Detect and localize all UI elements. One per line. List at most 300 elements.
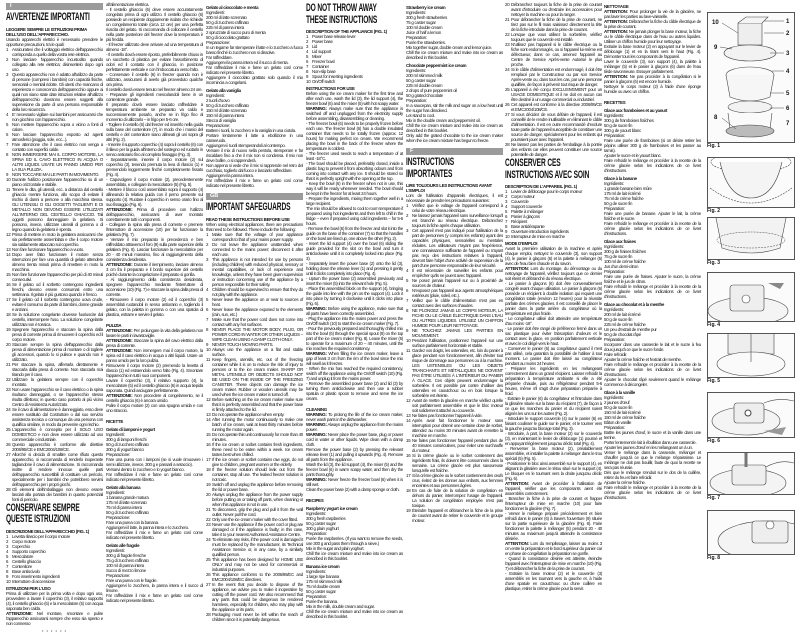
paragraph: - Préparer les ingrédients en les mélangeant correctement dans un grand récipient. Laisser refroidir la préparation à température ambiante si elle a été préparée chaude, puis au réfrigérateur pendant 5-6 heures, même s'il s'agit d'une préparation préparée à froid.	[505, 366, 602, 396]
paragraph: 225 ml de crème fraîche	[604, 322, 646, 327]
paragraph: Jus d'un demi-citron	[604, 264, 639, 269]
list-number: 24	[206, 536, 211, 542]
list-text: Corps moteur	[511, 194, 535, 199]
list-number: 11	[206, 356, 211, 362]
list-text: If the ice cream or sorbet contains raw eggs, do not give to children, pregnant women or the elderly.	[212, 456, 303, 467]
list-number: 14	[6, 251, 11, 257]
paragraph: Ajouter le chocolat râpé seulement quand le mélange commence à décongeler.	[604, 377, 701, 387]
section-heading: READ THESE INSTRUCTIONS BEFORE USE	[206, 216, 290, 222]
paragraph: Pulire il corpo motore (2) con una spugna umida e con uno straccio.	[106, 403, 203, 413]
list-number: 22	[206, 516, 211, 522]
paragraph: - Preparare gli ingredienti mescolandoli bene in un contenitore grande.	[106, 92, 203, 102]
list-number: 24	[505, 67, 510, 72]
list-text: Si la crème glacée ou le sorbet contiennent des œufs crus, évitez de les donner aux enfants, aux femmes enceintes et aux personnes âgées.	[412, 473, 503, 488]
list-text: Fare attenzione che il cavo elettrico non venga a contatto con superfici calde.	[12, 141, 103, 152]
list-text: Avant de mettre la glacière en marche vérifiez qu'elle soit parfaitement assemblée et que le bloc moteur soit solidement attaché au couvercle.	[412, 398, 503, 413]
list-item	[406, 338, 503, 348]
warning-text: Before using the appliance, make sure that all parts have been correctly assembled.	[306, 306, 403, 316]
list-number: 25	[6, 426, 11, 432]
paragraph: 50 g caster sugar	[406, 78, 436, 83]
paragraph: 75 g di zucchero raffinato	[106, 558, 149, 563]
paragraph: 2 spruzzate di succo puro di menta	[206, 30, 266, 35]
list-text: Before switching on the ice cream maker make sure that it is perfectly assembled and that the power base is firmly attached to the lid.	[212, 396, 303, 412]
list-number: 7	[6, 563, 9, 569]
warning-label: ATTENTION:	[505, 541, 529, 546]
list-text: Récipient	[511, 219, 528, 224]
warning-label: WARNING:	[306, 422, 327, 427]
list-number: 8	[6, 568, 9, 574]
list-item	[206, 507, 303, 517]
list-number: 10	[206, 346, 211, 352]
list-text: Spout for inserting ingredients	[312, 74, 363, 79]
warning-label: WARNING:	[306, 432, 327, 437]
paragraph: - Il cestello dovrà essere riposto, preferibilmente chiuso in un sacchetto di plastica per evitare l'assorbimento di odori ed il contatto con il ghiaccio, in posizione perfettamente verticale e con l'imboccatura verso l'alto.	[106, 52, 203, 72]
paragraph: - Al raggiungimento della consistenza desiderata, spegnere l'apparecchio mediante l'interruttore di accensione (10) (Fig. 7) e staccare la spina dalla presa di corrente.	[106, 277, 203, 297]
list-text: Questo apparecchio non è adatto all'utilizzo da parte di persone (compresi i bambini) con capacità fisiche, sensoriali o mentali ridotte. Gli utenti che mancano di esperienza e conoscenza dell'apparecchio oppure ai quali non siano state date istruzioni relative all'utilizzo dell'apparecchio dovranno essere soggetti alla supervisione da parte di una persona responsabile della loro sicurezza.	[12, 71, 103, 112]
list-number: 8	[505, 224, 508, 229]
paragraph: 75 ml double cream	[306, 584, 341, 589]
paragraph: Ingredienti:	[106, 432, 125, 437]
paragraph: Ajouter le sucre et le yaourt blanc.	[604, 153, 662, 158]
list-text: Keep fingers, utensils, etc. out of the freezing container while it is on to reduce the risk of injury to persons or to the ice cream maker. SHARP OR METAL UTENSILS OR OBJECTS SHOULD NOT BE USED ON THE INSIDE OF THE FREEZING CANISTER. These objects can damage the ice cream maker. Rubber or wooden utensils may be used when the ice cream maker is turned off.	[212, 356, 303, 397]
warning-paragraph	[306, 306, 403, 316]
list-text: Make sure that the power cord does not come into contact with any hot surfaces.	[212, 316, 303, 327]
paragraph: Preparation:	[306, 531, 327, 536]
warning-label: WARNING:	[306, 477, 327, 482]
list-text: Levetta rilascio per il corpo motore	[12, 533, 71, 539]
figure-caption: Fig. 2	[707, 208, 721, 214]
figure-illustration	[707, 510, 795, 555]
paragraph: - Rimuovere il corpo motore (2) ed il coperchio (3) assemblati ruotandoli in senso antiorario e, togliendo il gelato, con la paletta in gomma o con una spatola di plastica, estrarre e servire il gelato.	[106, 297, 203, 317]
list-text: NEVER TOUCH MOVING PARTS.	[212, 341, 274, 347]
paragraph: Versarvi dentro lo zucchero e lo yogurt bianco.	[106, 467, 185, 472]
recipe-title: Glace à la banane	[604, 176, 637, 181]
list-text: Packaging must never be left within the reach of children since it is potentially dangerous.	[212, 611, 303, 622]
paragraph: Aggiungervi il latte, la panna intera e lo zucchero.	[106, 525, 189, 530]
paragraph: Preparazione:	[106, 515, 131, 520]
list-number: 10	[6, 578, 11, 584]
list-number: 1	[6, 533, 9, 539]
paragraph: 50 g de sucre fin	[604, 405, 633, 410]
list-number: 16	[206, 441, 211, 447]
paragraph: 50 g de chocolat râpé	[604, 332, 641, 337]
paragraph: 300 g di yogurt bianco	[106, 447, 144, 452]
recipe-title: Raspberry yogurt ice cream	[306, 506, 358, 511]
warning-paragraph	[505, 266, 602, 281]
list-item	[6, 72, 103, 112]
paragraph: 200 ml di latte scremato	[206, 15, 247, 20]
figure-caption: Fig. 6	[707, 438, 721, 444]
paragraph: Mix in the milk, double cream and sugar.	[306, 604, 375, 609]
paragraph: all'alimentazione elettrica.	[106, 2, 150, 7]
paragraph: Clean the power base (2) with a damp sponge or cloth.	[306, 487, 400, 492]
list-text: Gli elementi dell'imballaggio non devono essere lasciati alla portata dei bambini in quanto potenziali fonti di pericolo.	[12, 486, 103, 502]
list-number: 17	[6, 296, 11, 302]
paragraph: Far raffreddare il mix e farne un gelato così come indicato nel presente libretto.	[106, 593, 203, 603]
list-number: 26	[6, 441, 11, 447]
list-text: This appliance is not intended for use by persons (including children) with reduced physical, sensory or mental capabilities, or lack of experience and knowledge, unless they have been given supervision or instruction concerning use of the appliance by a person responsible for their safety.	[212, 256, 303, 287]
list-number: 3	[206, 256, 209, 262]
paragraph: - When the mix has reached the required consistency, switch off the appliance using the On/Off switch (10) (Fig. 7) and unplug it from the mains power.	[306, 366, 403, 381]
paragraph: 75 g caster sugar	[406, 20, 436, 25]
paragraph: 50 g di cioccolato grattato	[206, 35, 250, 40]
paragraph: - The bowl should be placed, preferably closed, inside a plastic bag to prevent it from absorbing odours and from coming into contact with any ice. It should be stored so that it is perfectly upright with the opening at the top.	[306, 161, 403, 181]
paragraph: Fare una purea con la banana.	[106, 520, 159, 525]
spacer	[106, 413, 203, 417]
spacer	[306, 401, 403, 405]
section-title: INSTRUCTIONS IMPORTANTES	[406, 156, 455, 180]
warning-paragraph	[604, 74, 701, 84]
paragraph: Preparation:	[406, 98, 427, 103]
list-text: Questo apparecchio è conforme alle direttive 2006/95/CE e EMC2004/108/CE.	[12, 441, 103, 452]
section-heading: CLEANING	[306, 407, 327, 412]
paragraph: 100 ml de crème fraîche	[604, 259, 646, 264]
list-item	[206, 537, 303, 557]
paragraph: 50 g de sucre fin	[604, 317, 633, 322]
recipe-title: Glace aux fraises	[604, 239, 636, 244]
list-number: 5	[206, 296, 209, 302]
list-text: On/Off switch	[312, 79, 336, 84]
paragraph: Succo di mezzo limone	[106, 568, 146, 573]
list-item	[206, 432, 303, 442]
list-number: 16	[406, 453, 411, 458]
paragraph: Ingrédients:	[604, 395, 624, 400]
paragraph: Ingredients:	[406, 10, 426, 15]
paragraph: Préparation:	[604, 206, 625, 211]
list-number: 11	[406, 348, 411, 353]
list-number: 1	[306, 34, 309, 39]
list-text: Corpo motore	[12, 538, 36, 544]
warning-paragraph	[106, 393, 203, 403]
warning-label: ATTENZIONE:	[106, 328, 133, 333]
paragraph: Juice of half a lemon	[406, 30, 442, 35]
paragraph: Before using the ice cream maker for the first time and after each use, wash the lid (3), the lid support (4), the freezer bowl (6) and the mixer (5) with hot soapy water.	[306, 91, 403, 106]
list-text: Si le câble d'alimentation est endommagé, il doit être remplacé par le Constructeur ou par son Service Après-vente ou, dans tous les cas, par une personne qualifiée, de façon à prévenir tout risque de danger.	[511, 67, 602, 87]
figure-6	[707, 392, 795, 445]
list-item	[6, 327, 103, 342]
list-item	[206, 297, 303, 307]
paragraph: Préparation:	[604, 269, 625, 274]
paragraph: - Brancher la fiche à la prise de courant et frapper l'interrupteur de mise en marche (10) pour faire fonctionner la glacière (Fig. 7).	[505, 496, 602, 511]
list-item	[406, 418, 503, 438]
warning-text: Ne jamais plonger la base moteur, la fiche ou le câble électrique dans de l'eau ou autres liquides. Utiliser un chiffon humide pour leur nettoyage.	[604, 29, 701, 44]
paragraph: 100 ml di panna intera	[106, 563, 144, 568]
paragraph: 300 g di fragole fresche	[106, 553, 146, 558]
list-number: 5	[406, 278, 409, 283]
figure-caption: Fig. 7	[707, 495, 721, 501]
figure-illustration	[707, 452, 795, 495]
paragraph: Aggiungere il cioccolato grattato solo quando il mix incomincia a congelarsi.	[206, 75, 303, 85]
paragraph: Chill the ice cream mixture and make into ice cream as described in this booklet.	[406, 50, 503, 60]
list-item	[206, 347, 303, 357]
list-text: Utilizzare la gelatiera sempre con il coperchio montato.	[12, 376, 103, 387]
list-item	[406, 438, 503, 453]
list-text: Coperchio	[12, 543, 30, 549]
section-heading: NETTOYAGE	[604, 4, 629, 9]
list-item	[6, 57, 103, 72]
paragraph: Aggiungervi la panna intera ed il succo di menta.	[206, 60, 289, 65]
paragraph: Préparation:	[604, 133, 625, 138]
list-item	[6, 427, 103, 442]
paragraph: - Inserire il supporto coperchio (4) sopra il cestello (6) con il rilievo per la guida all'interno del sostegno ed ruotarlo in senso antiorario fino al completo fissaggio (Fig. 3).	[106, 142, 203, 157]
list-item	[406, 268, 503, 278]
list-number: 6	[306, 59, 309, 64]
list-number: 23	[6, 386, 11, 392]
list-number: 9	[6, 573, 9, 579]
list-text: Non fare funzionare l'apparecchio per più di 40 minuti consecutivi.	[12, 271, 103, 282]
list-item	[505, 87, 602, 102]
paragraph: 50 g grated chocolate	[406, 93, 443, 98]
list-item	[6, 112, 103, 122]
section-heading: DESCRIZIONE DELL'APPARECCHIO (FIG. 1)	[6, 528, 89, 534]
paragraph: - Plug the appliance into the mains power and press the On/Off switch (10) to start the ice cream maker (Fig. 7).	[306, 316, 403, 326]
paragraph: - Introduire, à part, la base moteur (2) sur le couvercle (3), en maintenant le levier de déblocage (1) poussé et en appuyant légèrement jusqu'au déclic total (Fig. 4).	[505, 431, 602, 446]
list-text: Foro inserimento ingredienti	[12, 573, 60, 579]
list-text: Non-slip base	[312, 69, 336, 74]
paragraph: Dès que le mélange s'enduit sur le dos de la cuillère, retirer du feu et faire refroidir.	[604, 470, 701, 480]
paragraph: 100 ml double cream	[406, 25, 443, 30]
list-number: 6	[505, 214, 508, 219]
warning-paragraph	[106, 328, 203, 338]
warning-label: ATTENTION:	[505, 266, 529, 271]
paragraph: Ajouter la crème fraîche.	[604, 480, 646, 485]
list-number: 3	[406, 228, 409, 233]
paragraph: - Mettere il blocco così assemblato sopra il supporto (4) allineando la relativa guida con il perno presente sul supporto (4). Ruotare il coperchio in senso orario fino al suo fissaggio (Fig. 6).	[106, 187, 203, 207]
list-text: Tenere le dita, gli utensili, ecc. a distanza dal cestello ghiaccio mentre funziona, allo scopo di evitare il rischio di danni a persone o alla macchina stessa. GLI UTENSILI O GLI OGGETTI TAGLIENTI E DI METALLO NON DEVONO ESSERE UTILIZZATI ALL'INTERNO DEL CESTELLO GHIACCIO. Tali oggetti possono danneggiare la gelatiera. Si possono, invece, utilizzare utensili di gomma o di legno quando la gelatiera è spenta.	[12, 186, 103, 232]
figure-2	[707, 157, 795, 215]
warning-label: WARNING:	[306, 106, 327, 111]
list-text: Cet appareil est conforme à la directive 2006/95/CE et EMC2004/108/CE.	[511, 102, 602, 112]
list-text: Supporto coperchio	[12, 548, 46, 554]
list-item	[206, 612, 303, 622]
warning-label: ATTENZIONE:	[106, 207, 133, 212]
list-number: 18	[406, 488, 411, 493]
paragraph: 150 ml di latte scremato	[206, 108, 247, 113]
paragraph: Wash the lid (3), the lid support (4), the mixer (5) and the freezer bowl (6) in warm soapy water, and then dry the parts thoroughly.	[306, 462, 403, 477]
list-text: En cas de fuite de la solution de congélation en dehors du panier, interrompez l'usage de l'appareil. La solution de congélation employée n'est pas toxique.	[412, 488, 503, 508]
list-text: Non fare funzionare l'apparecchio a vuoto.	[12, 246, 84, 252]
paragraph: 1 grande banane bien mûre	[604, 186, 652, 191]
list-number: 2	[206, 241, 209, 247]
paragraph: - Pour the previously prepared and thoroughly chilled mix into the bowl (6) through the special spout (9) on the top part of the ice cream maker (Fig. 8). Leave the mixer (5) to operate for a maximum of 20 – 40 minutes, until the mix reaches the required consistency.	[306, 326, 403, 351]
list-number: 4	[306, 49, 309, 54]
section-title: DO NOT THROW AWAY THESE INSTRUCTIONS	[306, 2, 378, 26]
list-number: 6	[6, 558, 9, 564]
warning-label: ATTENTION:	[604, 9, 628, 14]
paragraph: 2 tuorli d'uovo	[206, 98, 230, 103]
list-item	[6, 362, 103, 377]
paragraph: Ingrédients:	[604, 113, 624, 118]
warning-text: Lors du remplissage, laisser au moins 3 cm entre la préparation et le bord supérieur du panier car en phase de congélation la préparation se gonfle.	[505, 541, 602, 556]
warning-label: ATTENZIONE:	[6, 610, 33, 616]
list-number: 12	[6, 231, 11, 237]
paragraph: Faire une purée de fraises. Ajouter le sucre, la crème fraîche et le jus de citron.	[604, 274, 701, 284]
list-text: Interrupteur de mise en marche	[511, 234, 565, 239]
paragraph: 75 g de sucre fin	[604, 254, 633, 259]
list-item	[6, 297, 103, 312]
list-number: 8	[6, 151, 9, 157]
section-heading: RECETTES	[604, 100, 626, 105]
list-item	[505, 17, 602, 32]
list-text: Spegnere l'apparecchio e staccare la spina dalla presa di corrente prima di rimuovere il coperchio ed il corpo motore.	[12, 326, 103, 342]
recipe-title: Gelato alla banana	[106, 485, 141, 490]
list-text: After running the motor continuously to make one batch of ice cream, wait at least thirty minutes before running the motor again.	[212, 416, 303, 432]
paragraph: 300 g fresh raspberries	[306, 516, 346, 521]
list-number: 19	[406, 508, 411, 513]
list-number: 1	[6, 46, 9, 52]
paragraph: - Prepare the ingredients, mixing them together well in a large recipient.	[306, 196, 403, 206]
paragraph: Faire refroidir le mélange et procéder à la recette de la crème glacée selon les indications de ce livret d'instructions.	[604, 158, 701, 173]
paragraph: In a saucepan, stir the milk and sugar on a low heat until the sugar has dissolved.	[406, 103, 503, 113]
fig1-label-3: 3	[786, 51, 790, 57]
recipe-title: Glace à la vanille	[604, 390, 635, 395]
section-heading: LIRE TOUJOURS LES INSTRUCTIONS AVANT L'EMPLOI	[406, 183, 492, 193]
list-number: 20	[6, 341, 11, 347]
warning-label: ATTENTION:	[604, 19, 628, 24]
paragraph: Preparazione:	[206, 123, 231, 128]
paragraph: Far raffreddare il mix e farne un gelato così come indicato nel presente libretto.	[106, 472, 203, 482]
paragraph: Chill the ice cream mixture and make into ice cream as described in this booklet.	[306, 609, 403, 619]
warning-text: Lors du montage, du démontage ou du nettoyage de l'appareil, vérifiez toujours que ce dernier soit éteint et débranché du réseau électrique.	[505, 266, 602, 281]
list-text: Ne faites pas fonctionner l'appareil à vide.	[412, 413, 483, 418]
paragraph: - Le panier doit être rangé de préférence fermé dans un sac plastique pour éviter l'absorption d'odeurs et le contact avec la glace, en position parfaitement verticale et avec le col dirigé vers le haut.	[505, 326, 602, 346]
paragraph: Preparazione:	[206, 40, 231, 45]
figure-caption: Fig. 8	[707, 555, 721, 561]
list-text: Contenitore	[12, 563, 32, 569]
paragraph: Fare una purea con le fragole.	[106, 578, 158, 583]
paragraph: Préparation:	[604, 337, 625, 342]
spacer	[406, 143, 503, 147]
paragraph: 150 ml de crème fraîche	[604, 415, 646, 420]
list-item	[206, 442, 303, 457]
list-item	[206, 522, 303, 537]
list-item	[406, 278, 503, 288]
list-number: 2	[6, 56, 9, 62]
paragraph: 175 ml de lait écrémé	[604, 191, 641, 196]
list-item	[6, 579, 103, 584]
list-text: Couvercle	[511, 199, 529, 204]
list-item	[6, 387, 103, 407]
fig1-label-4: 4	[786, 69, 790, 75]
paragraph: 150 ml di panna intera	[206, 113, 244, 118]
list-text: This appliance conforms to the 2006/95/EC and EMC2004/108/EC directives.	[212, 571, 303, 582]
paragraph: - Le panier à glaçons (6) doit être convenablement congelé avant chaque utilisation. Le panier à glaçons (6) possède un récipient à double isolation qui requiert une congélation totale (environ 12 heures) pour la réussite parfaite des crèmes glacées. Il est conseillé de placer le panier dans la partie arrière du congélateur où la température est plus froide.	[505, 281, 602, 316]
list-item	[206, 317, 303, 327]
figure-3	[707, 217, 795, 267]
figure-5	[707, 333, 795, 385]
list-item	[6, 132, 103, 142]
text-column	[306, 2, 403, 619]
list-text: NON IMMERGERE MAI IL CORPO MOTORE, LA SPINA ED IL CAVO ELETTRICO IN ACQUA O ALTRI LIQUIDI. USATE UN PANNO UMIDO PER LA SUA PULIZIA.	[12, 151, 103, 172]
list-number: 8	[306, 69, 309, 74]
list-item	[206, 572, 303, 582]
list-text: Ouverture introduction ingrédients	[511, 229, 569, 234]
list-number: 20	[206, 491, 211, 497]
list-number: 27	[206, 581, 211, 587]
paragraph: - Introduire le support couvercle (4) sur le panier (6) en faisant coulisser le guide sur le panier, et le tourner vers la gauche jusqu'au blocage total (Fig. 3).	[505, 416, 602, 431]
paragraph: - Separately insert the power base (2) onto the lid (3), holding down the release lever (1) and pressing it gently until it clicks completely into place (Fig. 4).	[306, 261, 403, 276]
list-number: 19	[6, 326, 11, 332]
paragraph: 50 g de sucre fin	[604, 123, 633, 128]
section-heading: DESCRIPTION DE L'APPAREIL (FIG. 1)	[505, 184, 577, 189]
list-number: 9	[306, 74, 309, 79]
figure-illustration	[707, 157, 795, 208]
paragraph: Ajouter la crème fraîche et l'extrait de menthe.	[604, 357, 682, 362]
list-number: 27	[505, 112, 510, 117]
paragraph: Chill the ice cream mixture and make into ice cream as described in this booklet.	[406, 123, 503, 133]
warning-paragraph	[306, 351, 403, 366]
paragraph: Porter lentement le lait à ébullition dans une casserole.	[604, 440, 697, 445]
warning-paragraph	[604, 9, 701, 19]
recipe-title: Banana ice cream	[306, 564, 340, 569]
list-item	[505, 102, 602, 112]
warning-label: ATTENTION:	[604, 74, 628, 79]
paragraph: Battre les jaunes d'œuf, le sucre et la vanille dans une terrine.	[604, 430, 701, 440]
list-number: 2	[406, 213, 409, 218]
language-tab: GB	[206, 193, 303, 200]
paragraph: - The freezer used needs to reach a temperature of at least -18°C.	[306, 151, 403, 161]
list-number: 13	[206, 411, 211, 417]
list-item	[406, 298, 503, 308]
warning-paragraph	[306, 412, 403, 422]
paragraph: Faire refroidir.	[604, 352, 628, 357]
paragraph: Faire refroidir le mélange et procéder à la recette de la crème glacée selon les indications de ce livret d'instructions.	[604, 221, 701, 236]
figure-caption: Fig. 4	[707, 322, 721, 328]
list-number: 5	[505, 209, 508, 214]
list-text: Débranchez toujours la fiche de la prise de courant avant d'introduire ou d'extraire les accessoires pour nettoyer la machine ou pour la ranger.	[511, 2, 602, 17]
paragraph: 300 g de framboises fraîches	[604, 118, 654, 123]
paragraph: Lavare il coperchio (3), il relativo supporto (4), la mescolatore (5) ed il cestello ghiaccio (6) in acqua tiepida saponata. Quindi asciugare perfettamente.	[106, 378, 203, 393]
list-item	[206, 307, 303, 317]
paragraph: Verser le mélange dans la casserole, mélanger et chauffer jusqu'à ce que le mélange s'épaississe. Le mélange ne doit pas bouillir, faute de quoi la recette ne sera pas réussie.	[604, 450, 701, 470]
list-text: Base antiscivolo	[12, 568, 40, 574]
list-item	[6, 272, 103, 282]
list-text: If the freezer solution should leak out from the container, stop all use. The leaked freezer solution is not toxic.	[212, 466, 303, 482]
paragraph: - Versare il mix preparato in precedenza e ben raffreddato attraverso il foro (9) sulla parte superiore della gelatiera (Fig. 8). Lasciar funzionare la mescolatrice per 20 - 40 minuti massimo, fino al raggiungimento della consistenza desiderata.	[106, 237, 203, 262]
paragraph: - Conserver le panier (6) au congélateur quand il n'est pas utilisé, cela garantira la possibilité de l'utiliser à tout moment. Le panier doit être laissé au congélateur pendant au moins 24 heures.	[505, 346, 602, 366]
figure-illustration	[707, 272, 795, 322]
list-text: Ne faites pas fonctionner l'appareil pendant plus de 40 minutes consécutives, pour éviter une surchauffe du moteur.	[412, 438, 503, 453]
spacer	[206, 188, 303, 192]
list-text: Make sure that the voltage of your appliance corresponds to that of your mains power supply.	[212, 231, 303, 242]
list-item	[6, 282, 103, 297]
list-number: 16	[6, 281, 11, 287]
paragraph: Ingrédients:	[604, 244, 624, 249]
list-item	[505, 67, 602, 87]
list-number: 2	[306, 39, 309, 44]
paragraph: Extraire la base moteur (2) en appuyant sur le levier de déblocage (1) et en la tirant vers le haut (Fig. 4). Démonter tous les composants de l'appareil.	[604, 44, 701, 59]
text-column	[6, 2, 103, 634]
paragraph: - Remove the bowl (6) from the freezer and slot it into the guide on the base of the container (7) so that the handles on the bowl are lined up, one above the other (Fig. 2).	[306, 226, 403, 241]
list-number: 5	[6, 553, 9, 559]
fig1-label-2: 2	[786, 31, 790, 37]
paragraph: Nettoyer le corps moteur (2) à l'aide d'une éponge humide ou avec un chiffon.	[604, 84, 701, 94]
paragraph: Bâton de vanille	[604, 420, 632, 425]
list-item	[206, 557, 303, 572]
paragraph: 150 ml de lait écrémé	[604, 410, 641, 415]
list-item	[206, 457, 303, 467]
list-item	[505, 32, 602, 42]
warning-paragraph	[306, 106, 403, 121]
list-number: 4	[6, 548, 9, 554]
paragraph: Faire une purée de framboises (si on désire retirer les pépins utiliser 300 g de framboises et les passer au tamis).	[604, 138, 701, 153]
paragraph: Fare una purea con i lamponi (se si vuole rimuovere i semi utilizzare, invece, 300 g e passarli a setaccio).	[106, 457, 203, 467]
list-item	[206, 232, 303, 242]
paragraph: Ingredienti:	[106, 548, 125, 553]
paragraph: 300 g de yaourt blanc	[604, 128, 641, 133]
list-number: 8	[406, 308, 409, 313]
paragraph: 50 g di zucchero raffinato	[106, 510, 149, 515]
